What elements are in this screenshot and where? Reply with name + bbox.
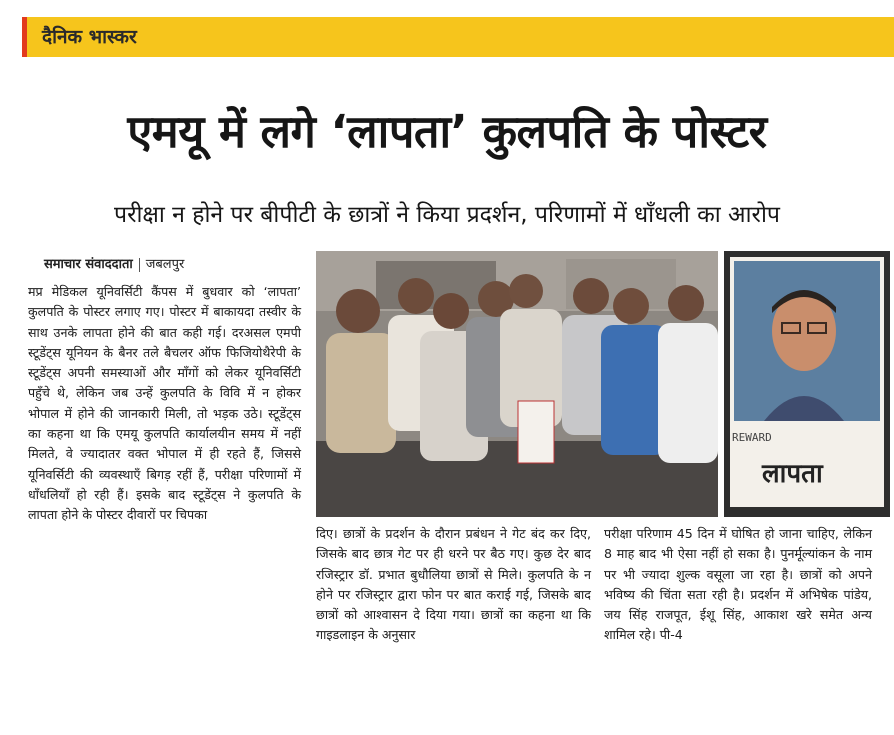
subheadline: परीक्षा न होने पर बीपीटी के छात्रों ने किया प्रदर्शन, परिणामों में धाँधली का आरोप — [114, 202, 780, 228]
masthead — [22, 17, 894, 57]
headline: एमयू में लगे ‘लापता’ कुलपति के पोस्टर — [127, 105, 767, 158]
poster-missing-label: लापता — [762, 459, 823, 489]
protest-photo-image — [316, 251, 718, 517]
article-column-2: दिए। छात्रों के प्रदर्शन के दौरान प्रबंधन ने गेट बंद कर दिए, जिसके बाद छात्र गेट पर ही धरने पर बैठ गए। कुछ देर बाद रजिस्ट्रार डॉ. प्रभात बुधौलिया छात्रों से मिले। कुलपति के न होने पर रजिस्ट्रार द्वारा फोन पर बात कराई गई, जिसके बाद छात्रों को आश्वासन दे दिया गया। छात्रों का कहना था कि गाइडलाइन के अनुसार — [316, 526, 591, 643]
byline — [44, 254, 184, 272]
masthead-accent-bar — [22, 17, 27, 57]
article-column-3: परीक्षा परिणाम 45 दिन में घोषित हो जाना चाहिए, लेकिन 8 माह बाद भी ऐसा नहीं हो सका है। पुनर्मूल्यांकन के नाम पर भी ज्यादा शुल्क वसूला जा रहा है। छात्रों को अपने भविष्य की चिंता सता रही है। प्रदर्शन में अभिषेक पांडेय, जय सिंह राजपूत, ईशू सिंह, आकाश खरे समेत अन्य शामिल रहे। पी-4 — [604, 526, 872, 643]
poster-reward-text: REWARD — [732, 431, 772, 444]
newspaper-logo: दैनिक भास्कर — [42, 26, 137, 48]
byline-divider — [139, 258, 140, 272]
article-column-1: मप्र मेडिकल यूनिवर्सिटी कैंपस में बुधवार को ‘लापता’ कुलपति के पोस्टर लगाए गए। पोस्टर में बाकायदा तस्वीर के साथ उनके लापता होने की बात कही गई। दरअसल एमपी स्टूडेंट्स यूनियन के बैनर तले बैचलर ऑफ फिजियोथैरेपी के स्टूडेंट्स अपनी समस्याओं और माँगों को लेकर यूनिवर्सिटी पहुँचे थे, लेकिन जब उन्हें कुलपति के विवि में न होकर भोपाल में होने की जानकारी मिली, तो भड़क उठे। स्टूडेंट्स का कहना था कि एमयू कुलपति कार्यालयीन समय में नहीं मिलते, वे ज्यादातर वक्त भोपाल में ही रहते हैं, जिससे यूनिवर्सिटी की व्यवस्थाएँ बिगड़ रहीं हैं, परीक्षा परिणामों में धाँधलियाँ हो रही हैं। इसके बाद स्टूडेंट्स ने कुलपति के लापता होने के पोस्टर दीवारों पर चिपका — [28, 284, 301, 523]
protest-photo — [316, 251, 718, 517]
byline-reporter: समाचार संवाददाता — [44, 257, 133, 272]
missing-poster-photo — [724, 251, 890, 517]
byline-city: जबलपुर — [145, 257, 185, 272]
